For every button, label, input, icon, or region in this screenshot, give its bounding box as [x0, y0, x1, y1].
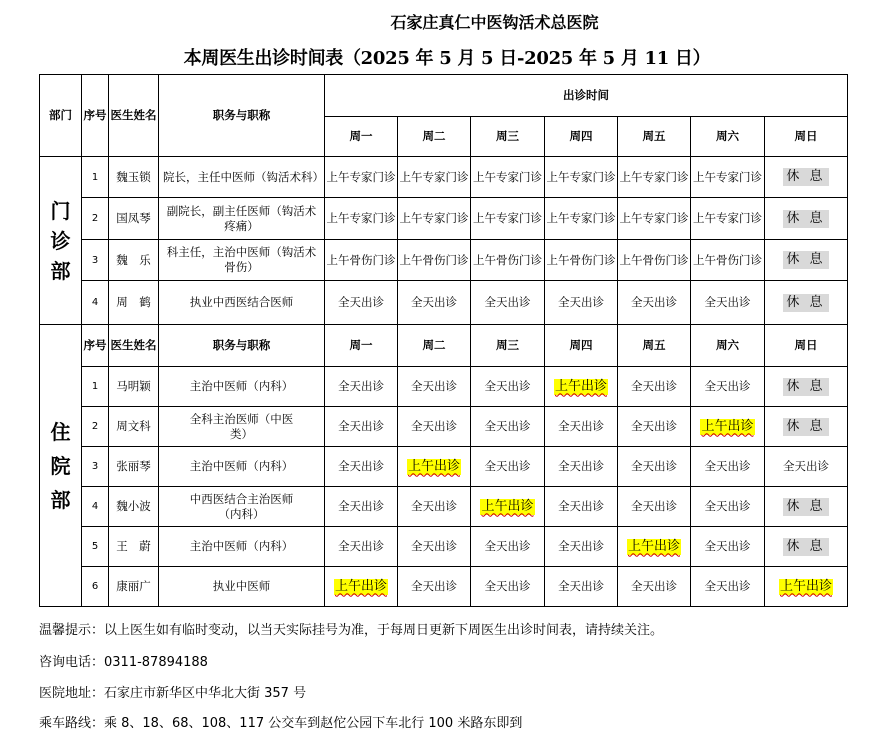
schedule-cell [765, 198, 848, 240]
schedule-cell: 全天出诊 [325, 447, 398, 487]
morning-highlight: 上午出诊 [701, 418, 754, 434]
hospital-name: 石家庄真仁中医钩活术总医院 [390, 13, 599, 32]
doctor-title: 副院长，副主任医师（钩活术 疼痛） [159, 198, 325, 240]
schedule-cell [765, 281, 848, 325]
seq-cell: 2 [82, 198, 109, 240]
col-name-header: 医生姓名 [109, 325, 159, 367]
doctor-name: 国凤琴 [109, 198, 159, 240]
schedule-cell: 全天出诊 [471, 527, 545, 567]
schedule-cell: 上午专家门诊 [398, 198, 471, 240]
schedule-cell: 上午专家门诊 [471, 198, 545, 240]
schedule-cell: 上午专家门诊 [325, 157, 398, 198]
rest-badge: 休 息 [783, 378, 828, 396]
weekday-header: 周日 [765, 117, 848, 157]
morning-highlight: 上午出诊 [334, 578, 387, 594]
morning-highlight: 上午出诊 [407, 458, 460, 474]
doctor-name: 魏小波 [109, 487, 159, 527]
weekday-header: 周五 [618, 325, 691, 367]
schedule-cell: 全天出诊 [618, 367, 691, 407]
doctor-name: 王 蔚 [109, 527, 159, 567]
schedule-cell [765, 527, 848, 567]
schedule-cell: 全天出诊 [471, 447, 545, 487]
col-dept-header: 部门 [40, 75, 82, 157]
schedule-cell: 上午骨伤门诊 [691, 240, 765, 281]
dept-inpatient: 住院部 [40, 325, 82, 607]
seq-cell: 3 [82, 447, 109, 487]
schedule-cell [765, 367, 848, 407]
schedule-cell: 全天出诊 [471, 567, 545, 607]
col-title-header: 职务与职称 [159, 325, 325, 367]
doctor-title: 主治中医师（内科） [159, 447, 325, 487]
schedule-cell: 上午骨伤门诊 [471, 240, 545, 281]
weekday-header: 周二 [398, 117, 471, 157]
dept-outpatient: 门诊部 [40, 157, 82, 325]
schedule-cell: 全天出诊 [471, 367, 545, 407]
schedule-cell: 上午专家门诊 [398, 157, 471, 198]
rest-badge: 休 息 [783, 210, 828, 228]
seq-cell: 5 [82, 527, 109, 567]
schedule-cell [545, 367, 618, 407]
weekday-header: 周日 [765, 325, 848, 367]
weekday-header: 周六 [691, 117, 765, 157]
doctor-name: 周 鹤 [109, 281, 159, 325]
seq-cell: 4 [82, 487, 109, 527]
schedule-cell: 全天出诊 [691, 487, 765, 527]
schedule-cell [765, 567, 848, 607]
seq-cell: 6 [82, 567, 109, 607]
rest-badge: 休 息 [783, 418, 828, 436]
phone-text: 咨询电话：0311-87894188 [39, 655, 208, 670]
doctor-title: 执业中医师 [159, 567, 325, 607]
route-text: 乘车路线：乘 8、18、68、108、117 公交车到赵佗公园下车北行 100 米路东即到 [39, 716, 523, 731]
schedule-cell: 全天出诊 [618, 447, 691, 487]
schedule-cell [471, 487, 545, 527]
schedule-cell [765, 240, 848, 281]
rest-badge: 休 息 [783, 498, 828, 516]
doctor-title: 院长，主任中医师（钩活术科） [159, 157, 325, 198]
weekday-header: 周二 [398, 325, 471, 367]
schedule-cell: 全天出诊 [691, 367, 765, 407]
schedule-cell: 全天出诊 [398, 527, 471, 567]
schedule-cell: 全天出诊 [765, 447, 848, 487]
schedule-cell: 全天出诊 [691, 567, 765, 607]
address-text: 医院地址：石家庄市新华区中华北大街 357 号 [39, 686, 307, 701]
schedule-cell [765, 487, 848, 527]
schedule-cell: 全天出诊 [545, 487, 618, 527]
col-seq-header: 序号 [82, 325, 109, 367]
schedule-cell: 全天出诊 [325, 487, 398, 527]
doctor-name: 周文科 [109, 407, 159, 447]
schedule-cell: 全天出诊 [545, 567, 618, 607]
morning-highlight: 上午出诊 [481, 498, 534, 514]
weekday-header: 周一 [325, 325, 398, 367]
doctor-name: 马明颖 [109, 367, 159, 407]
schedule-cell: 上午专家门诊 [691, 157, 765, 198]
schedule-title: 本周医生出诊时间表（2025 年 5 月 5 日-2025 年 5 月 11 日） [183, 48, 711, 69]
schedule-table [39, 74, 848, 607]
doctor-name: 康丽广 [109, 567, 159, 607]
schedule-cell: 全天出诊 [545, 281, 618, 325]
schedule-cell: 上午专家门诊 [325, 198, 398, 240]
schedule-cell: 全天出诊 [398, 367, 471, 407]
doctor-title: 主治中医师（内科） [159, 367, 325, 407]
doctor-title: 科主任，主治中医师（钩活术骨伤） [159, 240, 325, 281]
schedule-cell: 全天出诊 [398, 567, 471, 607]
doctor-title: 全科主治医师（中医类） [159, 407, 325, 447]
schedule-header: 出诊时间 [325, 75, 848, 117]
schedule-cell [618, 527, 691, 567]
seq-cell: 4 [82, 281, 109, 325]
schedule-cell: 上午专家门诊 [471, 157, 545, 198]
rest-badge: 休 息 [783, 538, 828, 556]
doctor-title: 执业中西医结合医师 [159, 281, 325, 325]
col-seq-header: 序号 [82, 75, 109, 157]
schedule-cell: 上午骨伤门诊 [618, 240, 691, 281]
schedule-cell: 全天出诊 [471, 407, 545, 447]
schedule-cell: 全天出诊 [325, 367, 398, 407]
schedule-cell: 上午骨伤门诊 [545, 240, 618, 281]
weekday-header: 周四 [545, 117, 618, 157]
doctor-title: 主治中医师（内科） [159, 527, 325, 567]
col-title-header: 职务与职称 [159, 75, 325, 157]
weekday-header: 周四 [545, 325, 618, 367]
schedule-cell: 全天出诊 [618, 487, 691, 527]
notice-text: 温馨提示：以上医生如有临时变动，以当天实际挂号为准，于每周日更新下周医生出诊时间表，请持续关注。 [39, 623, 664, 638]
rest-badge: 休 息 [783, 251, 828, 269]
morning-highlight: 上午出诊 [779, 578, 832, 594]
col-name-header: 医生姓名 [109, 75, 159, 157]
schedule-cell: 全天出诊 [325, 527, 398, 567]
weekday-header: 周六 [691, 325, 765, 367]
schedule-cell: 上午专家门诊 [691, 198, 765, 240]
schedule-cell: 全天出诊 [691, 447, 765, 487]
schedule-cell [325, 567, 398, 607]
schedule-cell: 全天出诊 [618, 567, 691, 607]
schedule-cell: 全天出诊 [471, 281, 545, 325]
doctor-name: 魏 乐 [109, 240, 159, 281]
schedule-cell: 上午骨伤门诊 [398, 240, 471, 281]
weekday-header: 周一 [325, 117, 398, 157]
schedule-cell [691, 407, 765, 447]
weekday-header: 周五 [618, 117, 691, 157]
schedule-cell: 全天出诊 [618, 407, 691, 447]
doctor-title: 中西医结合主治医师（内科） [159, 487, 325, 527]
schedule-cell [398, 447, 471, 487]
doctor-name: 张丽琴 [109, 447, 159, 487]
schedule-cell: 上午专家门诊 [618, 198, 691, 240]
morning-highlight: 上午出诊 [627, 538, 680, 554]
schedule-cell: 全天出诊 [325, 407, 398, 447]
schedule-cell: 全天出诊 [691, 281, 765, 325]
schedule-cell [765, 407, 848, 447]
weekday-header: 周三 [471, 117, 545, 157]
schedule-cell: 全天出诊 [691, 527, 765, 567]
seq-cell: 3 [82, 240, 109, 281]
schedule-cell: 全天出诊 [618, 281, 691, 325]
schedule-cell: 全天出诊 [545, 407, 618, 447]
schedule-cell: 上午骨伤门诊 [325, 240, 398, 281]
schedule-cell: 全天出诊 [545, 527, 618, 567]
schedule-cell: 上午专家门诊 [618, 157, 691, 198]
schedule-cell: 全天出诊 [398, 281, 471, 325]
schedule-cell: 上午专家门诊 [545, 198, 618, 240]
schedule-cell [765, 157, 848, 198]
doctor-name: 魏玉锁 [109, 157, 159, 198]
schedule-cell: 全天出诊 [325, 281, 398, 325]
morning-highlight: 上午出诊 [554, 378, 607, 394]
schedule-cell: 上午专家门诊 [545, 157, 618, 198]
weekday-header: 周三 [471, 325, 545, 367]
schedule-cell: 全天出诊 [398, 487, 471, 527]
rest-badge: 休 息 [783, 168, 828, 186]
schedule-cell: 全天出诊 [545, 447, 618, 487]
schedule-cell: 全天出诊 [398, 407, 471, 447]
seq-cell: 1 [82, 157, 109, 198]
seq-cell: 2 [82, 407, 109, 447]
seq-cell: 1 [82, 367, 109, 407]
rest-badge: 休 息 [783, 294, 828, 312]
